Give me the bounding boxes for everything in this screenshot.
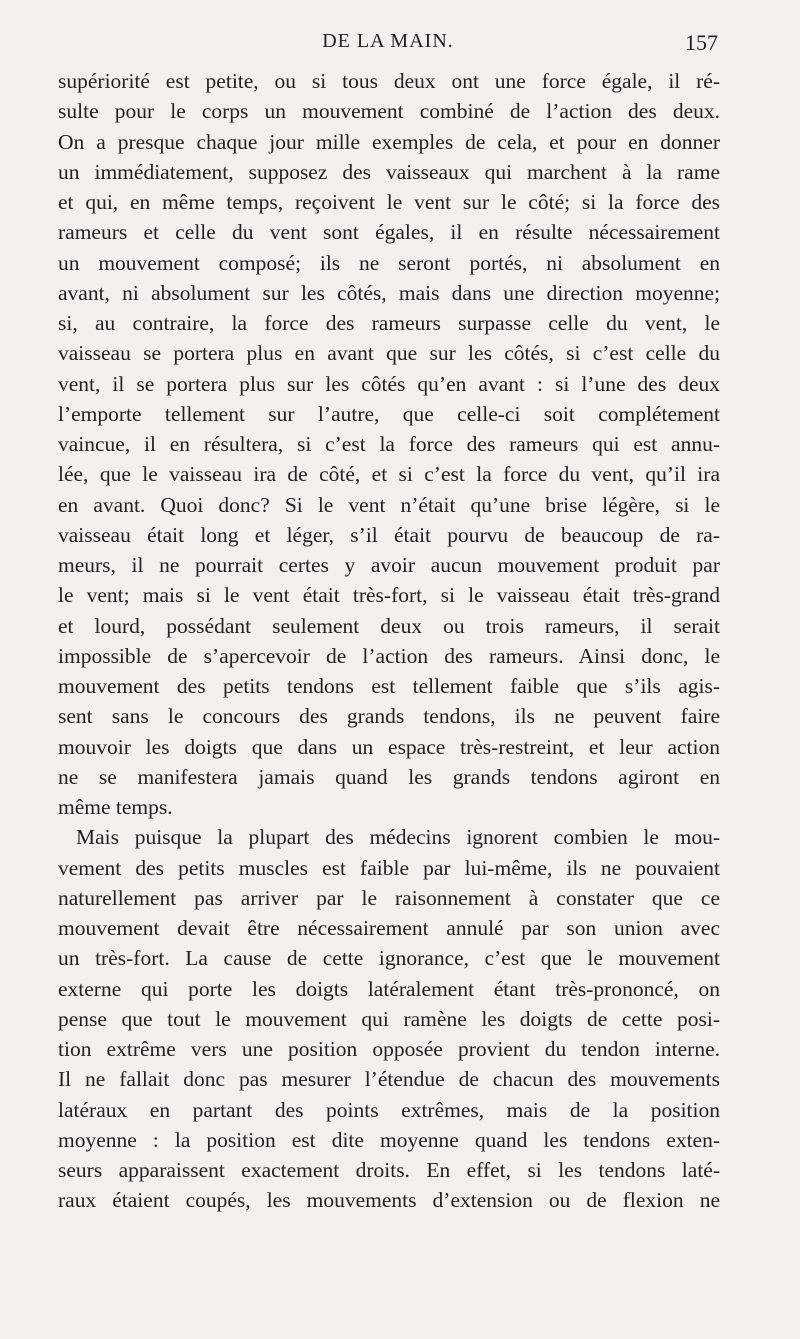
text-line: mouvement devait être nécessairement annulé par son union avec bbox=[58, 916, 720, 940]
text-line: moyenne : la position est dite moyenne quand les tendons exten- bbox=[58, 1127, 720, 1152]
text-line: mouvoir les doigts que dans un espace très-restreint, et leur action bbox=[58, 734, 720, 759]
text-line: un très-fort. La cause de cette ignorance, c’est que le mouvement bbox=[58, 946, 720, 971]
text-line: avant, ni absolument sur les côtés, mais dans une direction moyenne; bbox=[58, 280, 720, 305]
text-line: meurs, il ne pourrait certes y avoir aucun mouvement produit par bbox=[58, 553, 720, 577]
text-line: vaisseau était long et léger, s’il était pourvu de beaucoup de ra- bbox=[58, 522, 720, 547]
text-line: lée, que le vaisseau ira de côté, et si c’est la force du vent, qu’il ira bbox=[58, 462, 720, 487]
text-line: On a presque chaque jour mille exemples de cela, et pour en donner bbox=[58, 129, 720, 154]
text-line: pense que tout le mouvement qui ramène les doigts de cette posi- bbox=[58, 1006, 720, 1031]
page-header bbox=[58, 30, 718, 64]
text-line: même temps. bbox=[58, 795, 173, 819]
text-line: vaisseau se portera plus en avant que sur les côtés, si c’est celle du bbox=[58, 341, 720, 366]
text-line: latéraux en partant des points extrêmes, mais de la position bbox=[58, 1097, 720, 1122]
text-line: le vent; mais si le vent était très-fort, si le vaisseau était très-grand bbox=[58, 583, 720, 608]
text-line: vaincue, il en résultera, si c’est la force des rameurs qui est annu- bbox=[58, 432, 720, 456]
text-line: naturellement pas arriver par le raisonnement à constater que ce bbox=[58, 885, 720, 910]
text-line: Mais puisque la plupart des médecins ignorent combien le mou- bbox=[76, 825, 720, 850]
text-line: l’emporte tellement sur l’autre, que celle-ci soit complétement bbox=[58, 401, 720, 426]
running-title: DE LA MAIN. bbox=[322, 30, 454, 52]
text-line: un immédiatement, supposez des vaisseaux qui marchent à la rame bbox=[58, 159, 720, 184]
text-line: vent, il se portera plus sur les côtés qu’en avant : si l’une des deux bbox=[58, 371, 720, 396]
text-line: et lourd, possédant seulement deux ou trois rameurs, il serait bbox=[58, 613, 720, 638]
text-line: raux étaient coupés, les mouvements d’extension ou de flexion ne bbox=[58, 1188, 720, 1213]
text-line: seurs apparaissent exactement droits. En effet, si les tendons laté- bbox=[58, 1158, 720, 1182]
text-line: en avant. Quoi donc? Si le vent n’était qu’une brise légère, si le bbox=[58, 492, 720, 517]
page-number: 157 bbox=[685, 30, 718, 55]
text-line: sent sans le concours des grands tendons, ils ne peuvent faire bbox=[58, 704, 720, 729]
body-text bbox=[58, 66, 720, 1216]
text-line: impossible de s’apercevoir de l’action des rameurs. Ainsi donc, le bbox=[58, 643, 720, 668]
text-line: externe qui porte les doigts latéralement étant très-prononcé, on bbox=[58, 976, 720, 1001]
text-line: vement des petits muscles est faible par lui-même, ils ne pouvaient bbox=[58, 855, 720, 880]
text-line: supériorité est petite, ou si tous deux ont une force égale, il ré- bbox=[58, 69, 720, 93]
text-line: Il ne fallait donc pas mesurer l’étendue de chacun des mouvements bbox=[58, 1067, 720, 1092]
text-line: ne se manifestera jamais quand les grands tendons agiront en bbox=[58, 764, 720, 789]
text-line: si, au contraire, la force des rameurs surpasse celle du vent, le bbox=[58, 311, 720, 335]
text-line: sulte pour le corps un mouvement combiné de l’action des deux. bbox=[58, 99, 720, 124]
text-line: mouvement des petits tendons est tellement faible que s’ils agis- bbox=[58, 674, 720, 698]
text-line: et qui, en même temps, reçoivent le vent sur le côté; si la force des bbox=[58, 190, 720, 214]
text-line: un mouvement composé; ils ne seront portés, ni absolument en bbox=[58, 250, 720, 275]
text-line: rameurs et celle du vent sont égales, il en résulte nécessairement bbox=[58, 220, 720, 245]
text-line: tion extrême vers une position opposée provient du tendon interne. bbox=[58, 1037, 720, 1061]
